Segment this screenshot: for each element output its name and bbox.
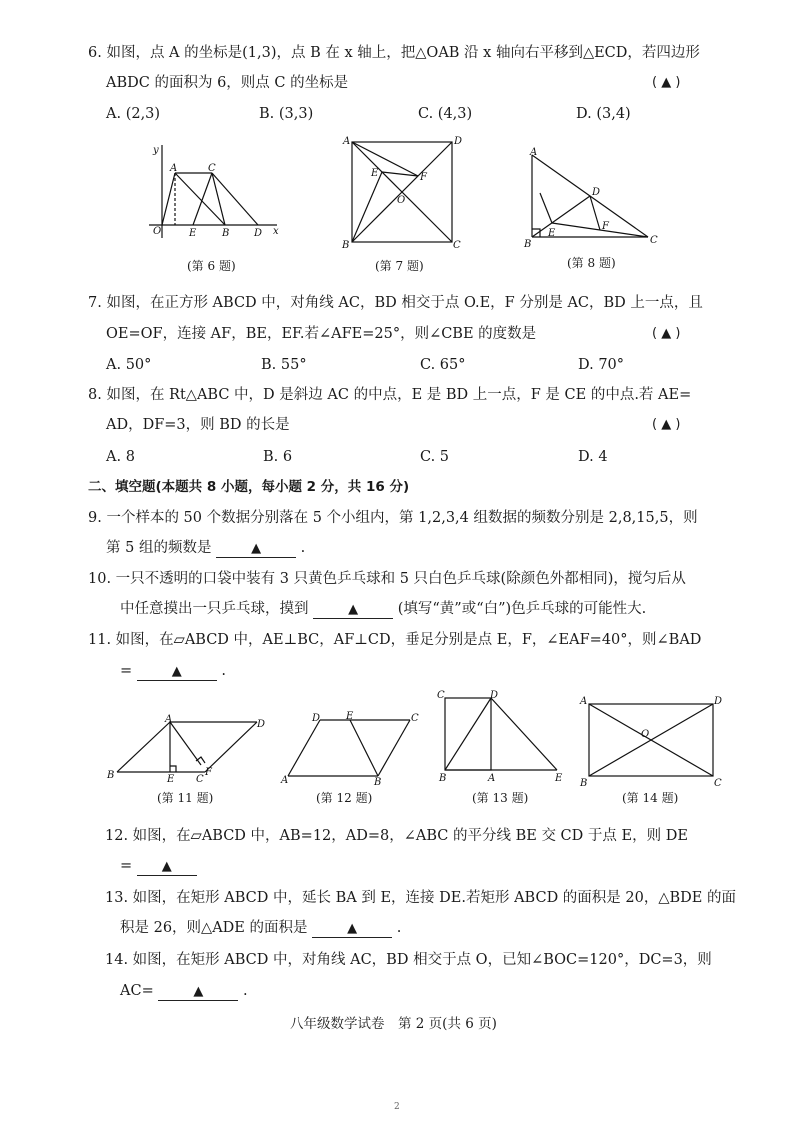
q8-option-d: D. 4: [578, 449, 608, 465]
q8-text-line2: AD，DF=3，则 BD 的长是: [106, 417, 290, 433]
q7-option-d: D. 70°: [578, 357, 625, 373]
fig8-label-e: E: [548, 228, 556, 239]
figure-11: [105, 712, 270, 784]
fig11-caption: (第 11 题): [157, 791, 214, 805]
q6-text-line1: 6. 如图，点 A 的坐标是(1,3)，点 B 在 x 轴上，把△OAB 沿 x 轴向右平移到△ECD，若四边形: [88, 45, 700, 61]
q12-answer-blank[interactable]: ▲: [137, 857, 197, 876]
q11-text-line2: [120, 661, 226, 681]
section-2-title: 二、填空题(本题共 8 小题，每小题 2 分，共 16 分): [88, 479, 410, 495]
fig13-label-d: D: [490, 690, 499, 701]
q13-text-line2: [120, 918, 401, 938]
fig6-label-c: C: [208, 163, 216, 174]
q14-text-line1: 14. 如图，在矩形 ABCD 中，对角线 AC，BD 相交于点 O，已知∠BOC=120°，DC=3，则: [105, 952, 712, 968]
fig7-label-e: E: [371, 168, 379, 179]
fig14-label-a: A: [580, 696, 588, 707]
q7-option-a: A. 50°: [106, 357, 152, 373]
q10-answer-blank[interactable]: ▲: [313, 600, 393, 619]
fig12-label-e: E: [346, 711, 354, 722]
q6-text-line2: ABDC 的面积为 6，则点 C 的坐标是: [106, 75, 349, 91]
q9-text-line2: [106, 538, 305, 558]
fig7-label-f: F: [420, 172, 427, 183]
q11-answer-blank[interactable]: ▲: [137, 662, 217, 681]
figure-14: [575, 690, 725, 790]
q8-answer-mark: ( ▲ ): [652, 417, 681, 432]
q6-option-d: D. (3,4): [576, 106, 631, 122]
q10-line2-suffix: (填写“黄”或“白”)色乒乓球的可能性大.: [397, 601, 647, 617]
q8-option-b: B. 6: [263, 449, 293, 465]
fig6-label-b: B: [222, 228, 230, 239]
q7-text-line2: OE=OF，连接 AF，BE，EF.若∠AFE=25°，则∠CBE 的度数是: [106, 326, 537, 342]
q9-text-line1: 9. 一个样本的 50 个数据分别落在 5 个小组内，第 1,2,3,4 组数据的频数分别是 2,8,15,5，则: [88, 510, 698, 526]
fig6-label-y: y: [153, 145, 159, 156]
q13-text-line1: 13. 如图，在矩形 ABCD 中，延长 BA 到 E，连接 DE.若矩形 ABCD 的面积是 20，△BDE 的面: [105, 890, 736, 906]
q14-line2-prefix: AC=: [120, 983, 154, 999]
fig7-label-c: C: [453, 240, 461, 251]
fig11-label-b: B: [107, 770, 115, 781]
fig6-label-o: O: [153, 226, 162, 237]
fig14-label-c: C: [714, 778, 722, 789]
figure-13: [433, 686, 573, 786]
fig14-label-d: D: [714, 696, 723, 707]
fig6-label-d: D: [254, 228, 263, 239]
q6-option-a: A. (2,3): [106, 106, 161, 122]
fig8-caption: (第 8 题): [567, 256, 616, 270]
fig12-label-b: B: [374, 777, 382, 788]
figure-7: [340, 132, 465, 254]
fig7-label-a: A: [343, 136, 351, 147]
fig8-label-d: D: [592, 187, 601, 198]
q14-line2-suffix: .: [242, 983, 248, 999]
figure-6: [145, 140, 285, 245]
q9-line2-suffix: .: [300, 540, 306, 556]
fig11-label-c: C: [196, 774, 204, 784]
fig13-label-b: B: [439, 773, 447, 784]
fig12-label-a: A: [281, 775, 289, 786]
page-footer: 八年级数学试卷 第 2 页(共 6 页): [290, 1016, 497, 1032]
fig11-label-f: F: [205, 767, 212, 778]
fig8-label-f: F: [602, 221, 609, 232]
q7-option-c: C. 65°: [420, 357, 466, 373]
fig12-caption: (第 12 题): [316, 791, 373, 805]
fig13-label-c: C: [437, 690, 445, 701]
q11-line2-suffix: .: [221, 663, 226, 679]
fig6-caption: (第 6 题): [187, 259, 236, 273]
q6-option-b: B. (3,3): [259, 106, 314, 122]
fig12-label-c: C: [411, 713, 419, 724]
fig13-label-a: A: [488, 773, 496, 784]
fig13-label-e: E: [555, 773, 563, 784]
q8-option-c: C. 5: [420, 449, 450, 465]
q11-line2-prefix: =: [120, 663, 133, 679]
q7-text-line1: 7. 如图，在正方形 ABCD 中，对角线 AC，BD 相交于点 O.E，F 分别是 AC，BD 上一点，且: [88, 295, 703, 311]
fig13-caption: (第 13 题): [472, 791, 529, 805]
q12-text-line1: 12. 如图，在▱ABCD 中，AB=12，AD=8，∠ABC 的平分线 BE 交 CD 于点 E，则 DE: [105, 828, 688, 844]
figure-8: [520, 145, 665, 250]
q7-option-b: B. 55°: [261, 357, 307, 373]
q10-text-line1: 10. 一只不透明的口袋中装有 3 只黄色乒乓球和 5 只白色乒乓球(除颜色外都相同)，搅匀后从: [88, 571, 686, 587]
q13-line2-suffix: .: [396, 920, 402, 936]
fig11-label-e: E: [167, 774, 175, 784]
q8-text-line1: 8. 如图，在 Rt△ABC 中，D 是斜边 AC 的中点，E 是 BD 上一点，F 是 CE 的中点.若 AE=: [88, 387, 692, 403]
fig8-label-c: C: [650, 235, 658, 246]
q13-line2-prefix: 积是 26，则△ADE 的面积是: [120, 920, 308, 936]
fig6-label-x: x: [273, 226, 279, 237]
q12-text-line2: [120, 856, 197, 876]
fig8-label-b: B: [524, 239, 532, 250]
fig11-label-d: D: [257, 719, 266, 730]
q10-text-line2: [120, 599, 646, 619]
fig11-label-a: A: [165, 714, 173, 725]
fig7-label-b: B: [342, 240, 350, 251]
q9-line2-prefix: 第 5 组的频数是: [106, 540, 212, 556]
q6-answer-mark: ( ▲ ): [652, 75, 681, 90]
q6-option-c: C. (4,3): [418, 106, 473, 122]
q12-line2-prefix: =: [120, 858, 133, 874]
q14-answer-blank[interactable]: ▲: [158, 982, 238, 1001]
q7-answer-mark: ( ▲ ): [652, 326, 681, 341]
figure-12: [280, 708, 425, 788]
fig7-label-o: O: [397, 195, 406, 206]
q13-answer-blank[interactable]: ▲: [312, 919, 392, 938]
q11-text-line1: 11. 如图，在▱ABCD 中，AE⊥BC，AF⊥CD，垂足分别是点 E，F，∠EAF=40°，则∠BAD: [88, 632, 702, 648]
fig7-caption: (第 7 题): [375, 259, 424, 273]
page-number: 2: [394, 1102, 400, 1112]
q14-text-line2: [120, 981, 248, 1001]
fig8-label-a: A: [530, 147, 538, 158]
fig14-caption: (第 14 题): [622, 791, 679, 805]
fig14-label-b: B: [580, 778, 588, 789]
fig6-label-a: A: [170, 163, 178, 174]
fig6-label-e: E: [189, 228, 197, 239]
q9-answer-blank[interactable]: ▲: [216, 539, 296, 558]
fig12-label-d: D: [312, 713, 321, 724]
fig7-label-d: D: [454, 136, 463, 147]
q10-line2-prefix: 中任意摸出一只乒乓球，摸到: [120, 601, 309, 617]
fig14-label-o: O: [641, 729, 650, 740]
q8-option-a: A. 8: [106, 449, 135, 465]
